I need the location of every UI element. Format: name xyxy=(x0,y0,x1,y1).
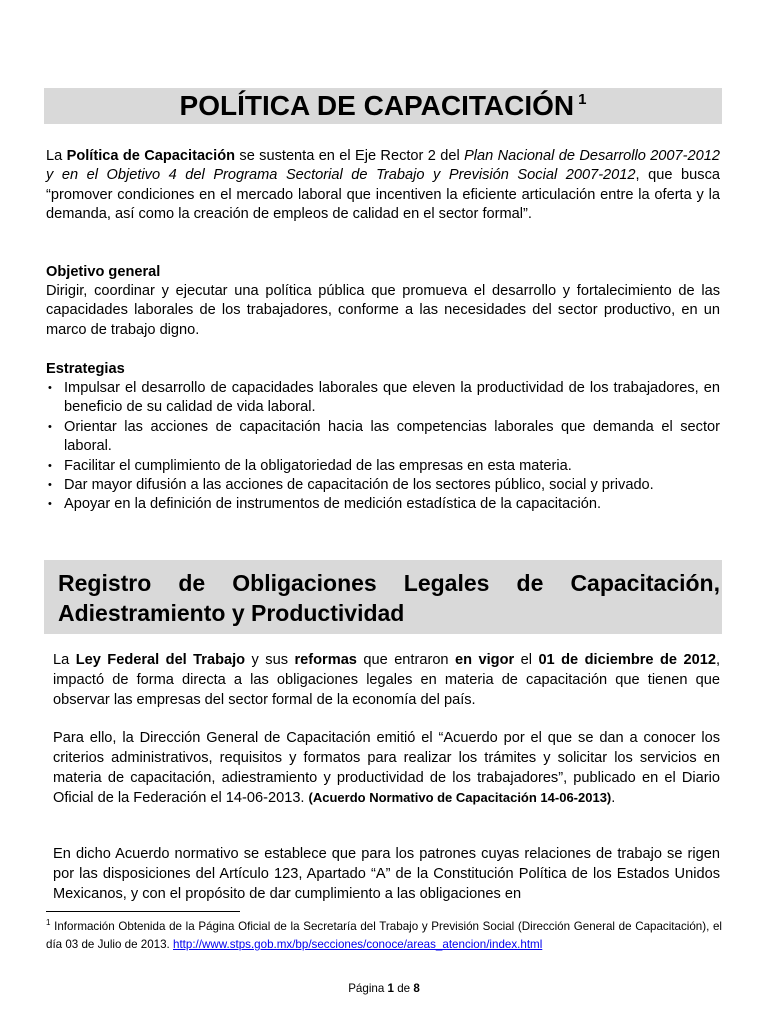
p1-bold-2: reformas xyxy=(294,652,357,668)
list-item-text: Impulsar el desarrollo de capacidades laborales que eleven la productividad de los trabajadores, en beneficio de su calidad de vida laboral. xyxy=(64,380,720,416)
list-item xyxy=(48,418,720,457)
intro-text-2: se sustenta en el Eje Rector 2 del xyxy=(235,148,465,164)
page-title-text: POLÍTICA DE CAPACITACIÓN xyxy=(179,90,575,121)
bullet-icon: • xyxy=(48,479,52,492)
bullet-icon: • xyxy=(48,382,52,394)
bullet-icon: • xyxy=(48,498,52,511)
list-item-text: Facilitar el cumplimiento de la obligatoriedad de las empresas en esta materia. xyxy=(64,457,572,474)
p2-text-1: Para ello, la Dirección General de Capacitación emitió el “Acuerdo por el que se dan a conocer los criterios administrativos, requisitos y formatos para realizar los trámites y solicitar los servicios en materia de capacitación, adiestramiento y productividad de los trabajadores”, publicado en el Diario Oficial de la Federación el 14-06-2013. xyxy=(53,730,720,806)
list-item xyxy=(48,379,720,418)
section-heading: Registro de Obligaciones Legales de Capacitación, Adiestramiento y Productividad xyxy=(58,570,720,626)
bullet-icon: • xyxy=(48,459,52,472)
page-sep: de xyxy=(397,982,411,995)
intro-text-3: , que busca “promover condiciones en el mercado laboral que incentiven la eficiente articulación entre la oferta y la demanda, así como la creación de empleos de calidad en el sector formal”. xyxy=(46,167,720,223)
p1-bold-4: 01 de diciembre de 2012 xyxy=(538,652,716,668)
registro-paragraph-3: En dicho Acuerdo normativo se establece que para los patrones cuyas relaciones de trabajo se rigen por las disposiciones del Artículo 123, Apartado “A” de la Constitución Política de los Estados Unidos Mexicanos, y con el propósito de dar cumplimiento a las obligaciones en xyxy=(53,846,720,902)
footnote-link[interactable]: http://www.stps.gob.mx/bp/secciones/conoce/areas_atencion/index.html xyxy=(173,937,543,951)
p2-text-2: . xyxy=(611,790,616,806)
footnote xyxy=(46,914,722,954)
footnote-ref: 1 xyxy=(578,91,587,108)
footnote-text: Información Obtenida de la Página Oficial de la Secretaría del Trabajo y Previsión Social (Dirección General de Capacitación), el día 03 de Julio de 2013. xyxy=(46,919,722,951)
p1-text-3: que entraron xyxy=(356,652,455,668)
list-item xyxy=(48,457,720,476)
objetivo-text: Dirigir, coordinar y ejecutar una política pública que promueva el desarrollo y fortalecimiento de las capacidades laborales de los trabajadores, conforme a las necesidades del sector productivo, en un marco de trabajo digno. xyxy=(46,283,720,338)
page-title xyxy=(44,88,722,124)
list-item xyxy=(48,495,720,514)
list-item-text: Apoyar en la definición de instrumentos de medición estadística de la capacitación. xyxy=(64,496,602,513)
footnote-mark: 1 xyxy=(46,918,51,927)
page-current: 1 xyxy=(387,982,394,995)
intro-italic-1: Plan Nacional de Desarrollo 2007-2012 y en el Objetivo 4 del Programa Sectorial de Trabajo y Previsión Social 2007-2012 xyxy=(46,148,720,184)
intro-bold-1: Política de Capacitación xyxy=(66,148,236,164)
registro-paragraph-1 xyxy=(53,650,720,710)
p2-bold-1: (Acuerdo Normativo de Capacitación 14-06-2013) xyxy=(308,790,612,805)
bullet-icon: • xyxy=(48,420,52,433)
list-item-text: Orientar las acciones de capacitación hacia las competencias laborales que demanda el sector laboral. xyxy=(64,418,720,455)
p1-bold-3: en vigor xyxy=(455,652,515,668)
page-number xyxy=(0,982,768,995)
intro-text-1: La xyxy=(46,148,67,164)
page-total: 8 xyxy=(413,982,420,995)
p1-text-5: , impactó de forma directa a las obligaciones legales en materia de capacitación que tienen que observar las empresas del sector formal de la economía del país. xyxy=(53,652,721,708)
page-label: Página xyxy=(348,982,385,995)
list-item xyxy=(48,476,720,495)
footnote-divider xyxy=(46,911,240,912)
p1-text-4: el xyxy=(514,652,539,668)
objetivo-heading: Objetivo general xyxy=(46,264,161,280)
registro-paragraph-2 xyxy=(53,728,720,808)
estrategias-list xyxy=(48,379,720,515)
p1-text-1: La xyxy=(53,652,76,668)
p1-text-2: y sus xyxy=(245,652,295,668)
estrategias-heading: Estrategias xyxy=(46,361,125,377)
p1-bold-1: Ley Federal del Trabajo xyxy=(75,652,246,668)
intro-paragraph xyxy=(46,147,720,225)
list-item-text: Dar mayor difusión a las acciones de capacitación de los sectores público, social y privado. xyxy=(64,477,654,494)
